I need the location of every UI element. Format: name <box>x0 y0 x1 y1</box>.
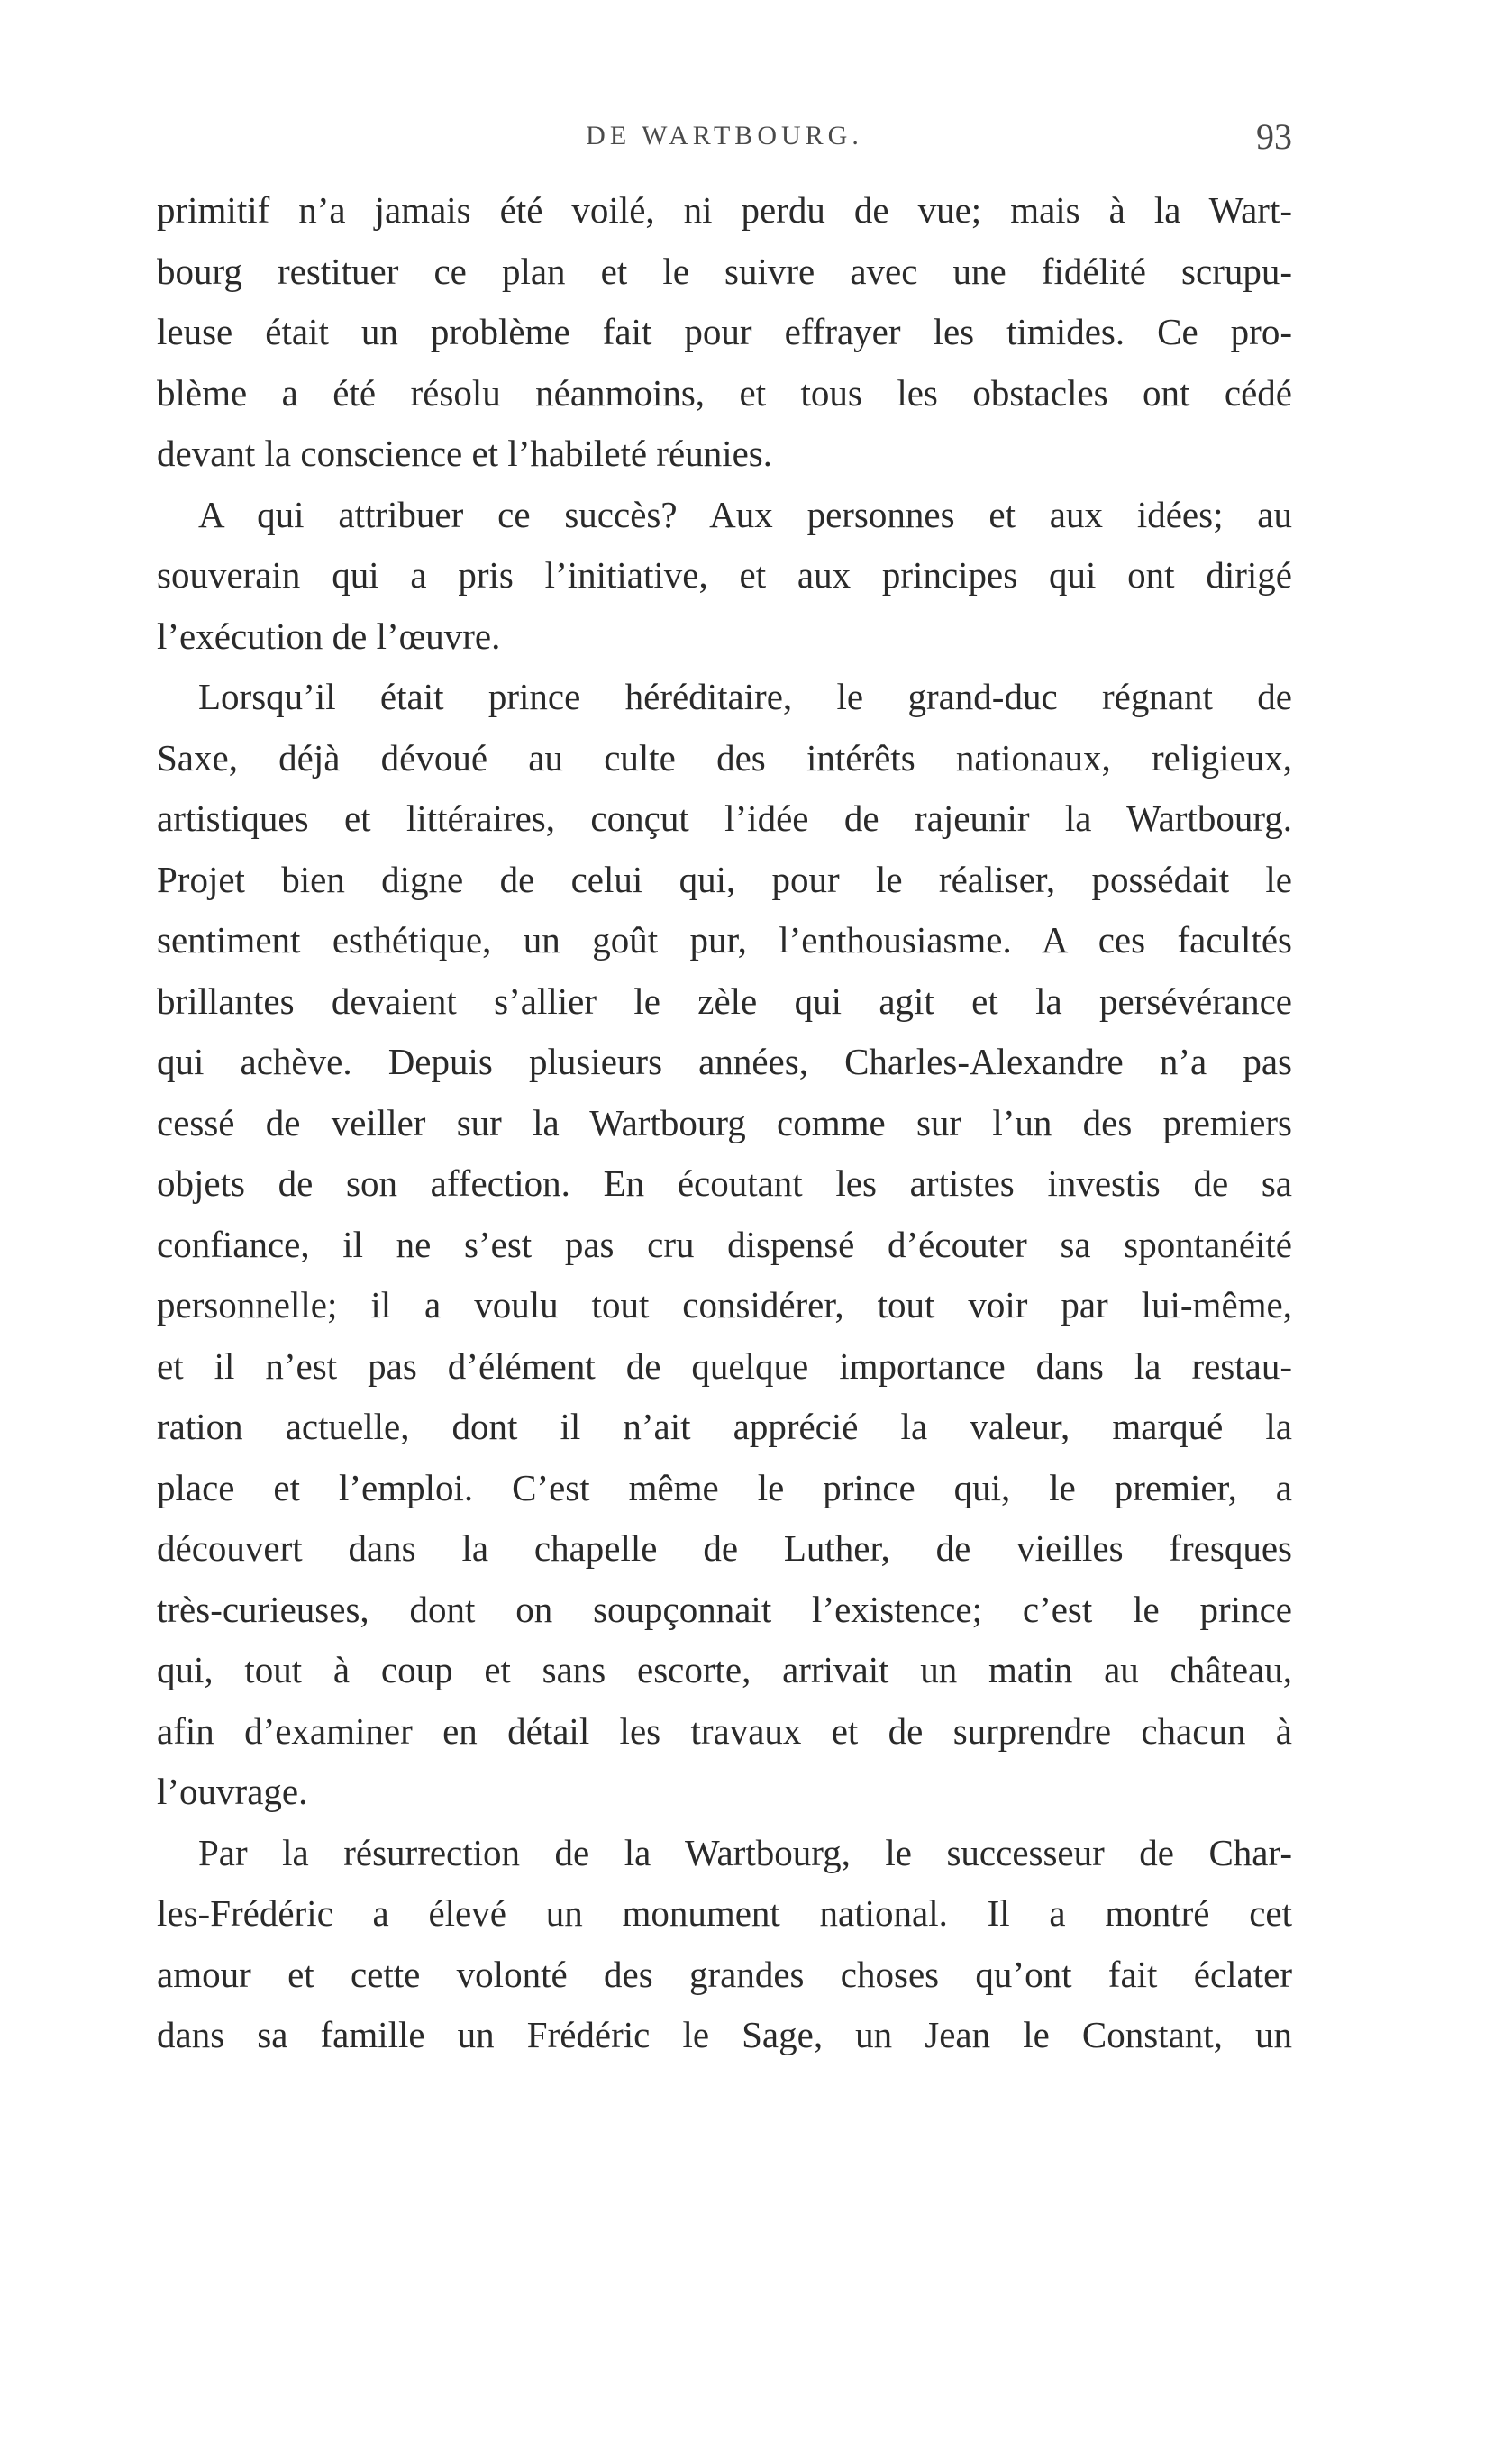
text-line: Projet bien digne de celui qui, pour le réaliser, possédait le <box>157 858 1292 900</box>
text-line: cessé de veiller sur la Wartbourg comme sur l’un des premiers <box>157 1101 1292 1143</box>
page-number: 93 <box>1256 116 1292 157</box>
text-line: bourg restituer ce plan et le suivre avec une fidélité scrupu- <box>157 250 1292 292</box>
text-line: dans sa famille un Frédéric le Sage, un Jean le Constant, un <box>157 2014 1292 2055</box>
text-line: devant la conscience et l’habileté réunies. <box>157 433 773 474</box>
text-line: l’ouvrage. <box>157 1771 308 1812</box>
running-head <box>157 115 1292 160</box>
text-line: sentiment esthétique, un goût pur, l’enthousiasme. A ces facultés <box>157 919 1292 961</box>
text-line: souverain qui a pris l’initiative, et aux principes qui ont dirigé <box>157 554 1292 596</box>
text-line: découvert dans la chapelle de Luther, de vieilles fresques <box>157 1527 1292 1569</box>
text-line: place et l’emploi. C’est même le prince qui, le premier, a <box>157 1466 1292 1508</box>
text-line: l’exécution de l’œuvre. <box>157 615 501 657</box>
text-line: personnelle; il a voulu tout considérer, tout voir par lui-même, <box>157 1284 1292 1326</box>
text-line: A qui attribuer ce succès? Aux personnes et aux idées; au <box>198 493 1292 535</box>
text-line: objets de son affection. En écoutant les artistes investis de sa <box>157 1162 1292 1204</box>
running-title: DE WARTBOURG. <box>586 121 863 150</box>
text-line: confiance, il ne s’est pas cru dispensé d’écouter sa spontanéité <box>157 1223 1292 1265</box>
text-line: Saxe, déjà dévoué au culte des intérêts nationaux, religieux, <box>157 736 1292 779</box>
text-line: qui, tout à coup et sans escorte, arrivait un matin au château, <box>157 1649 1292 1690</box>
body-text <box>157 180 1292 2066</box>
text-line: blème a été résolu néanmoins, et tous les obstacles ont cédé <box>157 371 1292 414</box>
text-line: les-Frédéric a élevé un monument national. Il a montré cet <box>157 1892 1292 1934</box>
text-line: Par la résurrection de la Wartbourg, le successeur de Char- <box>198 1831 1292 1873</box>
text-line: afin d’examiner en détail les travaux et de surprendre chacun à <box>157 1709 1292 1752</box>
text-line: ration actuelle, dont il n’ait apprécié la valeur, marqué la <box>157 1406 1292 1447</box>
text-line: Lorsqu’il était prince héréditaire, le grand-duc régnant de <box>198 676 1292 717</box>
text-line: amour et cette volonté des grandes choses qu’ont fait éclater <box>157 1953 1292 1995</box>
text-line: primitif n’a jamais été voilé, ni perdu de vue; mais à la Wart- <box>157 189 1292 231</box>
text-line: artistiques et littéraires, conçut l’idée de rajeunir la Wartbourg. <box>157 797 1292 839</box>
text-line: très-curieuses, dont on soupçonnait l’existence; c’est le prince <box>157 1588 1292 1630</box>
text-line: leuse était un problème fait pour effrayer les timides. Ce pro- <box>157 311 1292 352</box>
text-line: qui achève. Depuis plusieurs années, Charles-Alexandre n’a pas <box>157 1041 1292 1082</box>
text-line: brillantes devaient s’allier le zèle qui agit et la persévérance <box>157 979 1292 1022</box>
text-line: et il n’est pas d’élément de quelque importance dans la restau- <box>157 1344 1292 1387</box>
